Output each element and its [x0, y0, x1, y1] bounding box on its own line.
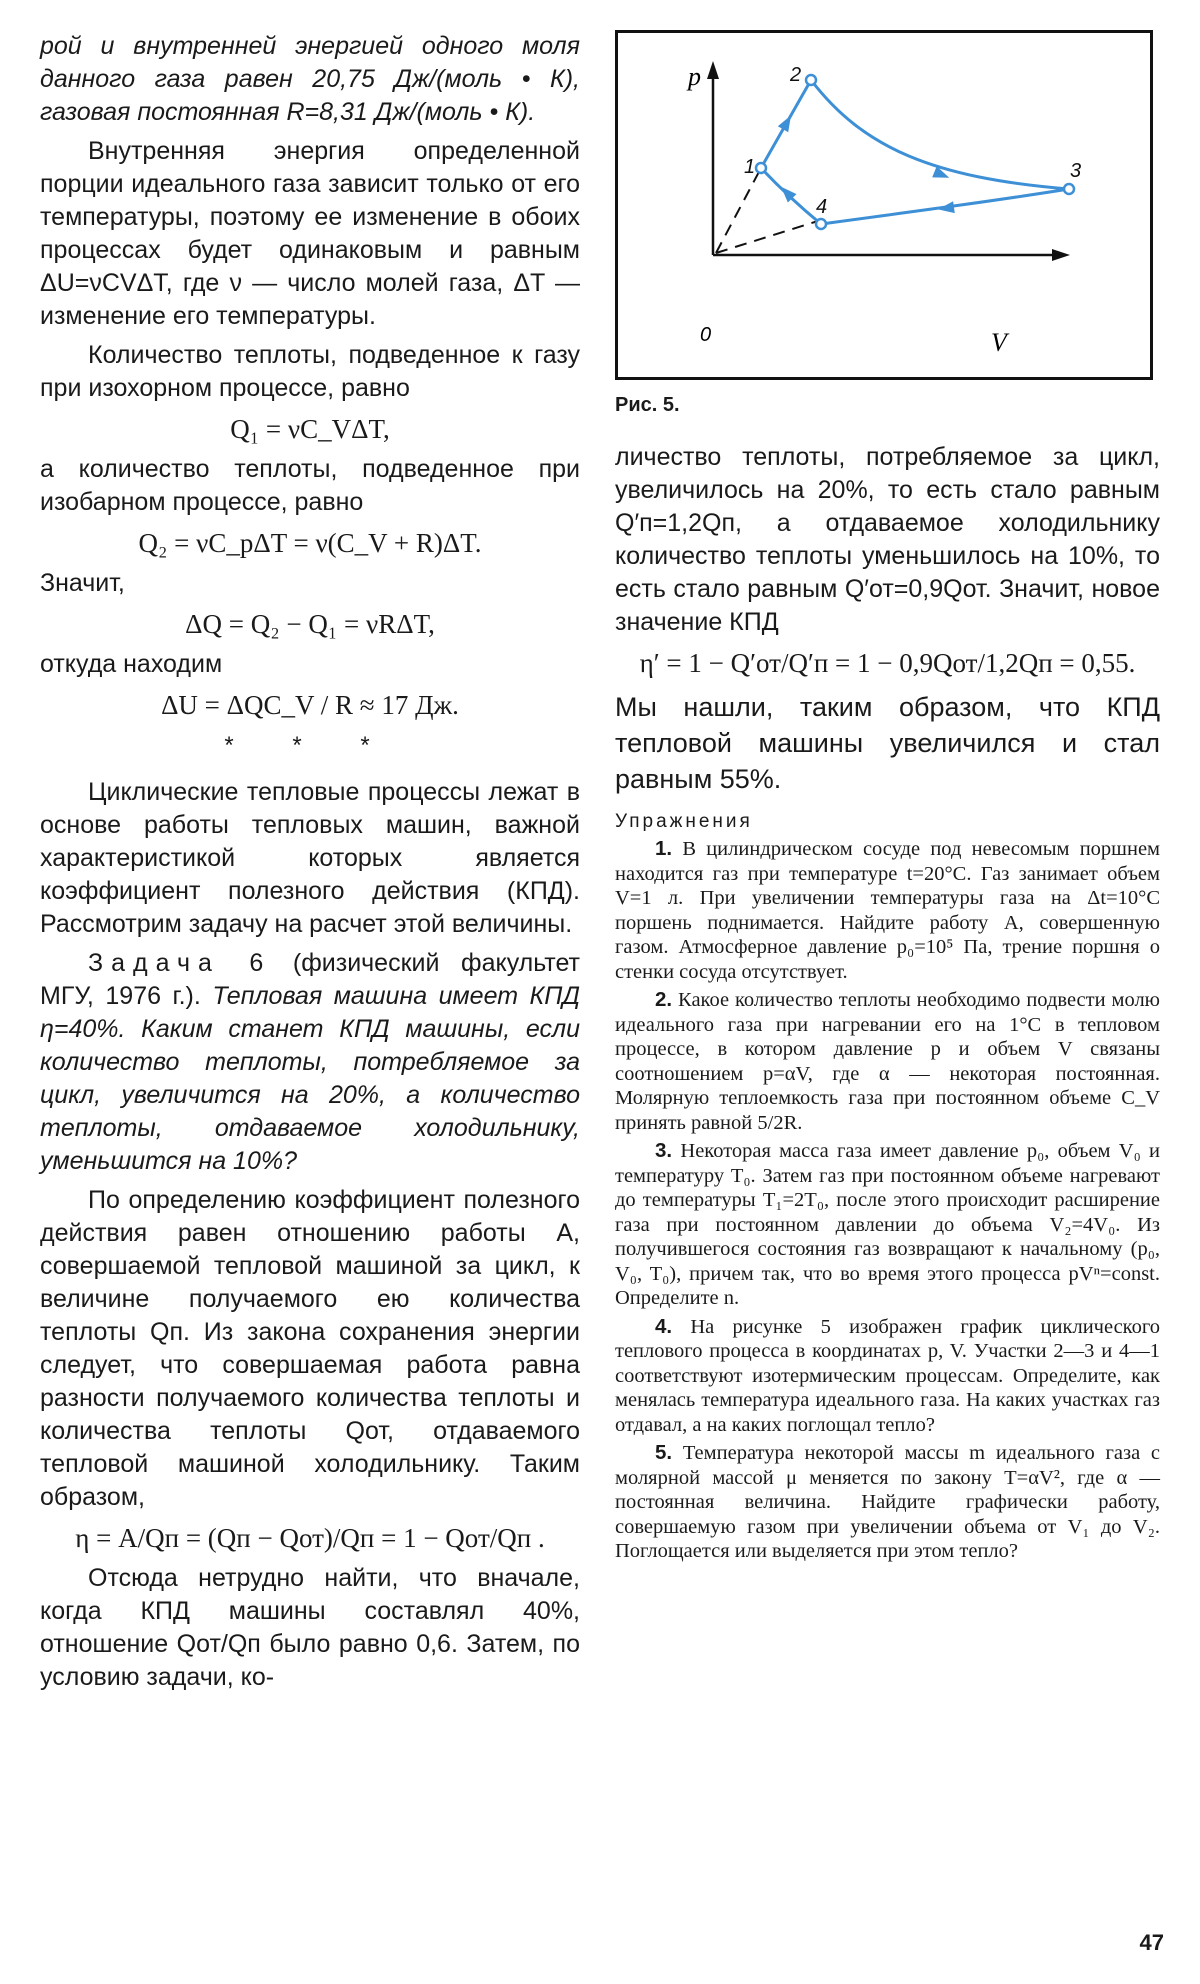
page-number: 47 [1139, 1930, 1164, 1955]
exercise-item [615, 837, 1160, 984]
para-q2-intro: а количество теплоты, подведенное при изобарном процессе, равно [40, 455, 580, 516]
axis-label-v: V [991, 328, 1007, 357]
exercise-number: 4. [655, 1314, 673, 1338]
para-cycles: Циклические тепловые процессы лежат в основе работы тепловых машин, важной характеристикой которых является коэффициент полезного действия (КПД). Рассмотрим задачу на расчет этой величины. [40, 778, 580, 938]
para-result: Мы нашли, таким образом, что КПД тепловой машины увеличился и стал равным 55%. [615, 692, 1160, 794]
right-column [615, 30, 1160, 1568]
formula-q1: Q₁ = νC_VΔT, [230, 414, 390, 444]
formula-du: ΔU = ΔQC_V / R ≈ 17 Дж. [161, 690, 459, 720]
exercise-text: Какое количество теплоты необходимо подвести молю идеального газа при нагревании его на 1°C в тепловом процессе, в котором давление p и объем V связаны соотношением p=αV, где α — некоторая постоянная. Молярную теплоемкость газа при постоянном объеме C_V принять равной 5/2R. [615, 989, 1161, 1134]
task-label: Задача 6 [88, 949, 272, 977]
exercise-item [615, 1315, 1160, 1438]
origin-label: 0 [700, 324, 712, 346]
para-definition: По определению коэффициент полезного действия равен отношению работы A, совершаемой тепловой машиной за цикл, к величине получаемого ею количества теплоты Qп. Из закона сохранения энергии следует, что совершаемая работа равна разности получаемого количества теплоты и количества теплоты Qот, отдаваемого тепловой машиной холодильнику. Таким образом, [40, 1186, 580, 1511]
figure-5 [615, 30, 1153, 380]
task-text: Тепловая машина имеет КПД η=40%. Каким станет КПД машины, если количество теплоты, потребляемое за цикл, увеличится на 20%, а количество теплоты, отдаваемое холодильнику, уменьшится на 10%? [40, 982, 580, 1175]
formula-eta: η = A/Qп = (Qп − Qот)/Qп = 1 − Qот/Qп . [75, 1523, 545, 1553]
exercise-text: Некоторая масса газа имеет давление p₀, объем V₀ и температуру T₀. Затем газ при постоянном объеме нагревают до температуры T₁=2T₀, после этого происходит расширение газа при постоянном давлении до объема V₂=4V₀. Из получившегося состояния газ возвращают к начальному (p₀, V₀, T₀), причем так, что во время этого процесса pVⁿ=const. Определите n. [615, 1140, 1160, 1309]
exercise-number: 1. [655, 837, 673, 860]
v-axis-arrow-icon [1052, 249, 1070, 261]
pv-diagram [618, 33, 1150, 377]
exercise-number: 2. [655, 988, 673, 1011]
state-point-1 [756, 163, 766, 173]
formula-eta-new: η′ = 1 − Q′от/Q′п = 1 − 0,9Qот/1,2Qп = 0,55. [639, 648, 1136, 678]
exercise-item [615, 1139, 1160, 1311]
para-continue: личество теплоты, потребляемое за цикл, увеличилось на 20%, то есть стало равным Q′п=1,2Qп, а отдаваемое холодильнику количество теплоты уменьшилось на 10%, то есть стало равным Q′от=0,9Qот. Значит, новое значение КПД [615, 443, 1160, 636]
p-axis-arrow-icon [707, 61, 719, 79]
point-label-4: 4 [816, 196, 828, 218]
exercise-text: В цилиндрическом сосуде под невесомым поршнем находится газ при температуре t=20°C. Газ занимает объем V=1 л. При увеличении температуры газа на Δt=10°C поршень поднимается. Найдите работу A, совершенную газом. Атмосферное давление p₀=10⁵ Па, трение поршня о стенки сосуда отсутствует. [615, 838, 1161, 983]
exercise-number: 3. [655, 1139, 673, 1162]
task-source: (физический факультет МГУ, 1976 г.). [40, 949, 580, 1010]
state-point-3 [1064, 184, 1074, 194]
task-6 [40, 947, 580, 1178]
state-point-2 [806, 75, 816, 85]
exercises-title: Упражнения [615, 811, 753, 832]
state-point-4 [816, 219, 826, 229]
exercises-list [615, 837, 1160, 1564]
point-label-2: 2 [790, 64, 802, 86]
formula-dq: ΔQ = Q₂ − Q₁ = νRΔT, [185, 609, 435, 639]
word-thus: Значит, [40, 569, 125, 597]
exercise-item [615, 1441, 1160, 1564]
exercise-text: Температура некоторой массы m идеального газа с молярной массой μ меняется по закону T=αV², где α — постоянная величина. Найдите графически работу, совершаемую газом при увеличении объема от V₁ до V₂. Поглощается или выделяется при этом тепло? [615, 1442, 1160, 1562]
arrow-1-2-icon [778, 112, 796, 132]
figure-caption: Рис. 5. [615, 394, 680, 416]
exercise-item [615, 988, 1160, 1135]
point-label-1: 1 [744, 156, 756, 178]
exercise-text: На рисунке 5 изображен график циклического теплового процесса в координатах p, V. Участки 2—3 и 4—1 соответствуют изотермическим процессам. Определите, как менялась температура идеального газа. На каких участках газ отдавал, а на каких поглощал тепло? [615, 1315, 1160, 1436]
left-column [40, 30, 580, 1694]
word-whence: откуда находим [40, 650, 223, 678]
para-start: Отсюда нетрудно найти, что вначале, когда КПД машины составлял 40%, отношение Qот/Qп было равно 0,6. Затем, по условию задачи, ко- [40, 1564, 580, 1691]
para-internal-energy: Внутренняя энергия определенной порции идеального газа зависит только от его температуры, поэтому ее изменение в обоих процессах будет одинаковым и равным ΔU=νCVΔT, где ν — число молей газа, ΔT — изменение его температуры. [40, 137, 580, 330]
intro-italic: рой и внутренней энергией одного моля данного газа равен 20,75 Дж/(моль • К), газовая постоянная R=8,31 Дж/(моль • К). [40, 32, 580, 126]
cycle-path [761, 80, 1069, 224]
axis-label-p: p [688, 62, 701, 91]
section-separator: * * * [224, 732, 396, 759]
exercise-number: 5. [655, 1441, 673, 1464]
para-q1-intro: Количество теплоты, подведенное к газу при изохорном процессе, равно [40, 341, 580, 402]
point-label-3: 3 [1070, 160, 1082, 182]
formula-q2: Q₂ = νC_pΔT = ν(C_V + R)ΔT. [138, 528, 482, 558]
